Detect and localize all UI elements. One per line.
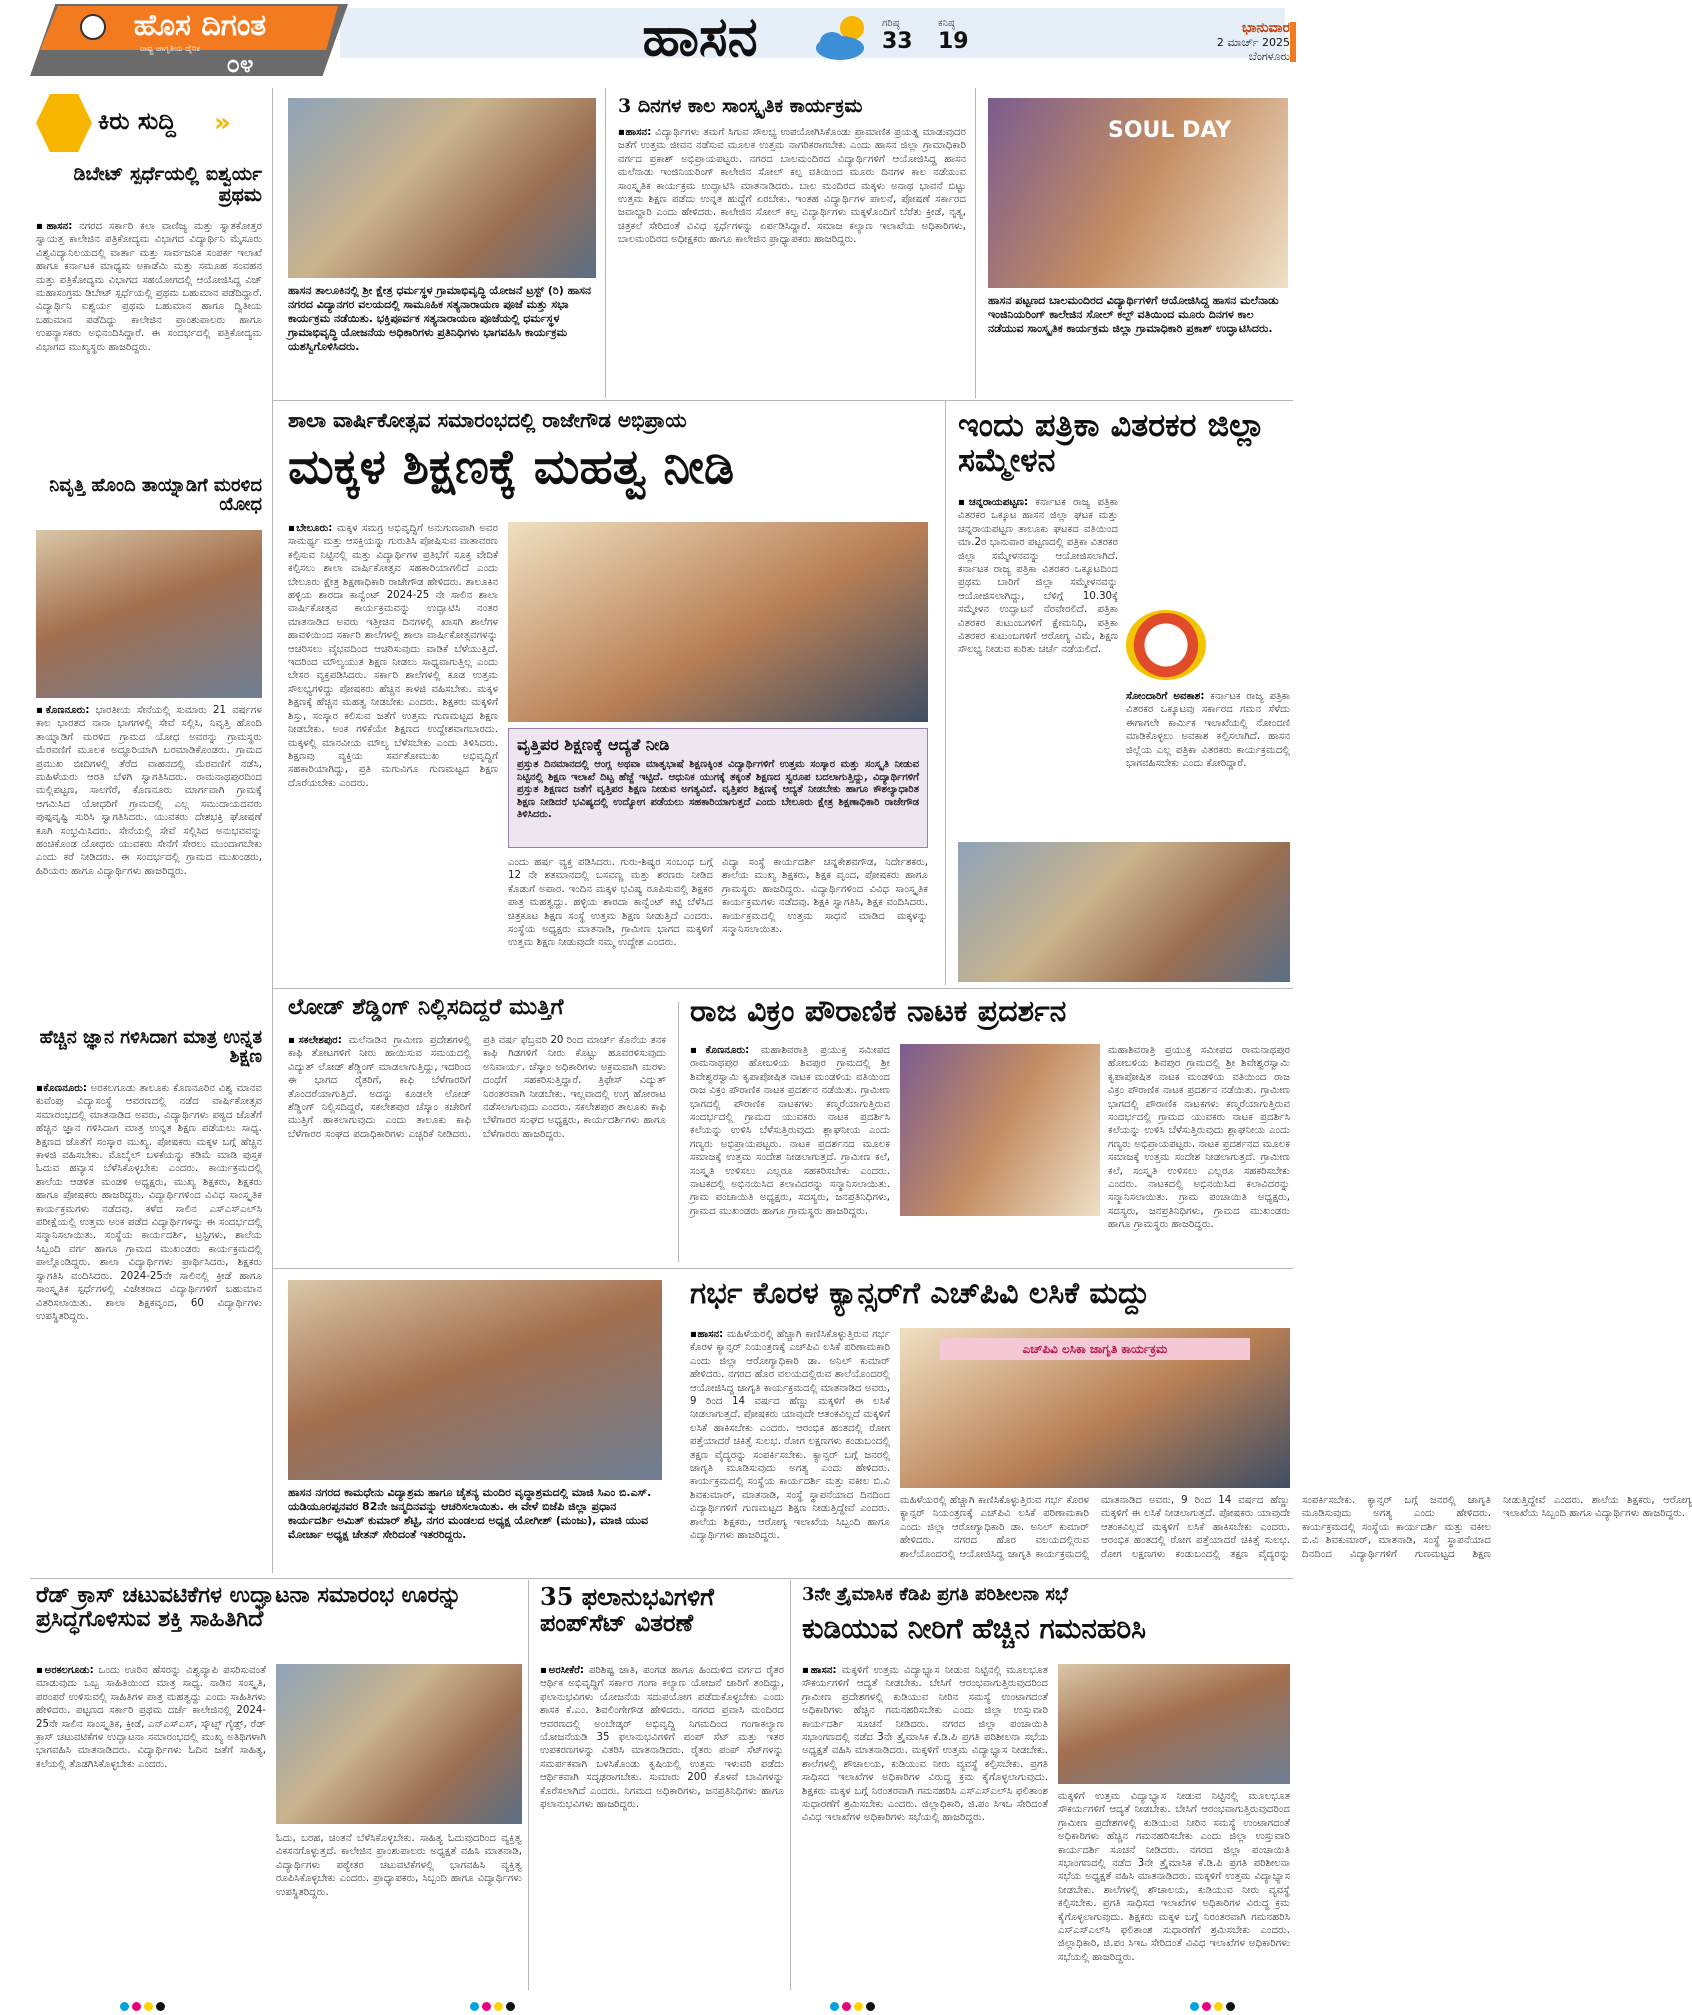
story-debate-title: ಡಿಬೇಟ್ ಸ್ಪರ್ಧೆಯಲ್ಲಿ ಐಶ್ವರ್ಯ ಪ್ರಥಮ <box>73 163 262 206</box>
redcross-headline: ರೆಡ್ ಕ್ರಾಸ್ ಚಟುವಟಿಕೆಗಳ ಉದ್ಘಾಟನಾ ಸಮಾರಂಭ ಊರನ್ನು ಪ್ರಸಿದ್ಧಗೊಳಿಸುವ ಶಕ್ತಿ ಸಾಹಿತಿಗಿದೆ <box>36 1582 462 1632</box>
dateline: ▪ಕೊಣನೂರು: <box>690 1045 750 1056</box>
lead-headline: ಮಕ್ಕಳ ಶಿಕ್ಷಣಕ್ಕೆ ಮಹತ್ವ ನೀಡಿ <box>288 439 735 495</box>
column-rule <box>272 88 273 1573</box>
brand-tagline: ರಾಷ್ಟ್ರ ಜಾಗೃತಿಯ ದೈನಿಕ <box>139 44 201 53</box>
pumpset-headline: 35 ಫಲಾನುಭವಿಗಳಿಗೆ ಪಂಪ್‌ಸೆಟ್ ವಿತರಣೆ <box>540 1582 715 1637</box>
story-knowledge-body <box>36 1082 262 1570</box>
hpv-event-photo <box>900 1328 1290 1488</box>
double-chevron-icon: » <box>214 108 231 138</box>
dateline: ▪ಹಾಸನ: <box>36 221 73 232</box>
story-text: ಅರಕಲಗೂಡು ತಾಲೂಕು ಕೊಣನೂರಿನ ವಿಶ್ವ ಮಾನವ ಕುವೆಂಪು ವಿದ್ಯಾಸಂಸ್ಥೆ ಆವರಣದಲ್ಲಿ ನಡೆದ ವಾರ್ಷಿಕೋತ್ಸವ ಸಮಾರಂಭದಲ್ಲಿ ಮಾತನಾಡಿದ ಅವರು, ವಿದ್ಯಾರ್ಥಿಗಳು ಪಠ್ಯದ ಜೊತೆಗೆ ಹೆಚ್ಚಿನ ಜ್ಞಾನ ಗಳಿಸಿದಾಗ ಮಾತ್ರ ಉನ್ನತ ಶಿಕ್ಷಣ ಪಡೆಯಲು ಸಾಧ್ಯ. ಶಿಕ್ಷಣದ ಜೊತೆಗೆ ಸಂಸ್ಕಾರ ಮುಖ್ಯ. ಪೋಷಕರು ಮಕ್ಕಳ ಬಗ್ಗೆ ಹೆಚ್ಚಿನ ಕಾಳಜಿ ವಹಿಸಬೇಕು. ಮೊಬೈಲ್ ಬಳಕೆಯನ್ನು ಕಡಿಮೆ ಮಾಡಿ ಪುಸ್ತಕ ಓದುವ ಹವ್ಯಾಸ ಬೆಳೆಸಿಕೊಳ್ಳಬೇಕು ಎಂದರು. ಕಾರ್ಯಕ್ರಮದಲ್ಲಿ ಶಾಲೆಯ ಆಡಳಿತ ಮಂಡಳಿ ಅಧ್ಯಕ್ಷರು, ಮುಖ್ಯ ಶಿಕ್ಷಕರು, ಶಿಕ್ಷಕರು ಹಾಗೂ ಪೋಷಕರು ಹಾಜರಿದ್ದರು. ವಿದ್ಯಾರ್ಥಿಗಳಿಂದ ವಿವಿಧ ಸಾಂಸ್ಕೃತಿಕ ಕಾರ್ಯಕ್ರಮಗಳು ನಡೆದವು. ಕಳೆದ ಸಾಲಿನ ಎಸ್‌ಎಸ್‌ಎಲ್‌ಸಿ ಪರೀಕ್ಷೆಯಲ್ಲಿ ಉತ್ತಮ ಅಂಕ ಪಡೆದ ವಿದ್ಯಾರ್ಥಿಗಳನ್ನು ಈ ಸಂದರ್ಭದಲ್ಲಿ ಸನ್ಮಾನಿಸಲಾಯಿತು. ಸಂಸ್ಥೆಯ ಕಾರ್ಯದರ್ಶಿ, ಟ್ರಸ್ಟಿಗಳು, ಶಾಲೆಯ ಸಿಬ್ಬಂದಿ ವರ್ಗ ಹಾಗೂ ಗ್ರಾಮದ ಮುಖಂಡರು ಕಾರ್ಯಕ್ರಮದಲ್ಲಿ ಪಾಲ್ಗೊಂಡಿದ್ದರು. ಶಾಲಾ ವಿದ್ಯಾರ್ಥಿಗಳು ಪ್ರಾರ್ಥಿಸಿದರು, ಶಿಕ್ಷಕರು ಸ್ವಾಗತಿಸಿ ವಂದಿಸಿದರು. 2024-25ನೇ ಸಾಲಿನಲ್ಲಿ ಕ್ರೀಡೆ ಹಾಗೂ ಸಾಂಸ್ಕೃತಿಕ ಸ್ಪರ್ಧೆಗಳಲ್ಲಿ ವಿಜೇತರಾದ ವಿದ್ಯಾರ್ಥಿಗಳಿಗೆ ಬಹುಮಾನ ವಿತರಿಸಲಾಯಿತು. ಶಾಲಾ ಶಿಕ್ಷಕವೃಂದ, 60 ವಿದ್ಯಾರ್ಥಿಗಳು ಉಪಸ್ಥಿತರಿದ್ದರು. <box>36 1083 262 1322</box>
story-text: ಕರ್ನಾಟಕ ರಾಜ್ಯ ಪತ್ರಿಕಾ ವಿತರಕರ ಒಕ್ಕೂಟವು ಸರ್ಕಾರದ ಗಮನ ಸೆಳೆದು ಈಗಾಗಲೇ ಕಾರ್ಮಿಕ ಇಲಾಖೆಯಲ್ಲಿ ನೋಂದಣಿ ಮಾಡಿಕೊಳ್ಳಲು ಅವಕಾಶ ಕಲ್ಪಿಸಲಾಗಿದೆ. ಹಾಸನ ಜಿಲ್ಲೆಯ ಎಲ್ಲ ಪತ್ರಿಕಾ ವಿತರಕರು ಕಾರ್ಯಕ್ರಮದಲ್ಲಿ ಭಾಗವಹಿಸಬೇಕು ಎಂದು ಕೋರಿದ್ದಾರೆ. <box>1126 691 1290 770</box>
column-rule <box>945 400 946 985</box>
story-text: ನಗರದ ಸರ್ಕಾರಿ ಕಲಾ ವಾಣಿಜ್ಯ ಮತ್ತು ಸ್ನಾತಕೋತ್ತರ ಸ್ವಾಯತ್ತ ಕಾಲೇಜಿನ ಪತ್ರಿಕೋದ್ಯಮ ವಿಭಾಗದ ವಿದ್ಯಾರ್ಥಿನಿ ಮೈಸೂರು ವಿಶ್ವವಿದ್ಯಾನಿಲಯದಲ್ಲಿ ವಾರ್ತಾ ಮತ್ತು ಸಾರ್ವಜನಿಕ ಸಂಪರ್ಕ ಇಲಾಖೆ ಹಾಗೂ ಕರ್ನಾಟಕ ಮಾಧ್ಯಮ ಅಕಾಡೆಮಿ ಮತ್ತು ಸಮೂಹ ಸಂವಹನ ಮತ್ತು ಪತ್ರಿಕೋದ್ಯಮ ವಿಭಾಗದ ಸಹಯೋಗದಲ್ಲಿ ಆಯೋಜಿಸಿದ್ದ ವಿಜ್ ಮಹಾಸಂಗ್ರಮ ಡಿಬೇಟ್ ಸ್ಪರ್ಧೆಯಲ್ಲಿ ಪ್ರಥಮ ಬಹುಮಾನ ಪಡೆದಿದ್ದಾರೆ. ವಿದ್ಯಾರ್ಥಿನಿ ಐಶ್ವರ್ಯ ಪ್ರಥಮ ಬಹುಮಾನ ಹಾಗೂ ದ್ವಿತೀಯ ಬಹುಮಾನ ಪಡೆದಿದ್ದು ಕಾಲೇಜಿನ ಪ್ರಾಂಶುಪಾಲರು ಹಾಗೂ ಉಪನ್ಯಾಸಕರು ಅಭಿನಂದಿಸಿದ್ದಾರೆ. ಈ ಸಂದರ್ಭದಲ್ಲಿ ಪತ್ರಿಕೋದ್ಯಮ ವಿಭಾಗದ ಮುಖ್ಯಸ್ಥರು ಹಾಜರಿದ್ದರು. <box>36 221 262 353</box>
story-text: ಮಹಿಳೆಯರಲ್ಲಿ ಹೆಚ್ಚಾಗಿ ಕಾಣಿಸಿಕೊಳ್ಳುತ್ತಿರುವ ಗರ್ಭ ಕೊರಳ ಕ್ಯಾನ್ಸರ್ ನಿಯಂತ್ರಣಕ್ಕೆ ಎಚ್‌ಪಿವಿ ಲಸಿಕೆ ಪರಿಣಾಮಕಾರಿ ಎಂದು ಜಿಲ್ಲಾ ಆರೋಗ್ಯಾಧಿಕಾರಿ ಡಾ. ಅನಿಲ್ ಕುಮಾರ್ ಹೇಳಿದರು. ನಗರದ ಹೊರ ವಲಯದಲ್ಲಿರುವ ಶಾಲೆಯೊಂದರಲ್ಲಿ ಆಯೋಜಿಸಿದ್ದ ಜಾಗೃತಿ ಕಾರ್ಯಕ್ರಮದಲ್ಲಿ ಮಾತನಾಡಿದ ಅವರು, 9 ರಿಂದ 14 ವರ್ಷದ ಹೆಣ್ಣು ಮಕ್ಕಳಿಗೆ ಈ ಲಸಿಕೆ ನೀಡಲಾಗುತ್ತದೆ. ಪೋಷಕರು ಯಾವುದೇ ಆತಂಕವಿಲ್ಲದೆ ಮಕ್ಕಳಿಗೆ ಲಸಿಕೆ ಹಾಕಿಸಬೇಕು ಎಂದರು. ಆರಂಭಿಕ ಹಂತದಲ್ಲಿ ರೋಗ ಪತ್ತೆಯಾದರೆ ಚಿಕಿತ್ಸೆ ಸುಲಭ. ರೋಗ ಲಕ್ಷಣಗಳು ಕಂಡುಬಂದಲ್ಲಿ ತಕ್ಷಣ ವೈದ್ಯರನ್ನು ಸಂಪರ್ಕಿಸಬೇಕು. ಕ್ಯಾನ್ಸರ್ ಬಗ್ಗೆ ಜನರಲ್ಲಿ ಜಾಗೃತಿ ಮೂಡಿಸುವುದು ಅಗತ್ಯ ಎಂದು ಹೇಳಿದರು. ಕಾರ್ಯಕ್ರಮದಲ್ಲಿ ಸಂಸ್ಥೆಯ ಕಾರ್ಯದರ್ಶಿ ಮತ್ತು ವಕೀಲ ಬಿ.ವಿ ಶಿವಕುಮಾರ್, ಮಾತನಾಡಿ, ಸಂಸ್ಥೆ ಸ್ಥಾಪನೆಯಾದ ದಿನದಿಂದ ವಿದ್ಯಾರ್ಥಿಗಳಿಗೆ ಗುಣಮಟ್ಟದ ಶಿಕ್ಷಣ ನೀಡುತ್ತಿದ್ದೇವೆ ಎಂದರು. ಶಾಲೆಯ ಶಿಕ್ಷಕರು, ಆರೋಗ್ಯ ಇಲಾಖೆಯ ಸಿಬ್ಬಂದಿ ಹಾಗೂ ವಿದ್ಯಾರ್ಥಿಗಳು ಹಾಜರಿದ್ದರು. <box>690 1329 890 1542</box>
story-soldier-body <box>36 704 262 1020</box>
page-number: ೦೪ <box>226 50 254 78</box>
culture-story-body <box>618 126 966 394</box>
date-block <box>1140 20 1290 80</box>
pumpset-body <box>540 1664 784 1990</box>
story-soldier-title: ನಿವೃತ್ತಿ ಹೊಂದಿ ತಾಯ್ನಾಡಿಗೆ ಮರಳಿದ ಯೋಧ <box>49 475 262 516</box>
row-rule <box>30 1578 1293 1579</box>
story-knowledge-title: ಹೆಚ್ಚಿನ ಜ್ಞಾನ ಗಳಿಸಿದಾಗ ಮಾತ್ರ ಉನ್ನತ ಶಿಕ್ಷಣ <box>39 1027 262 1068</box>
dateline: ▪ಅರಕಲಗೂಡು: <box>36 1665 94 1676</box>
lead-body-col3: ವಿದ್ಯಾ ಸಂಸ್ಥೆ ಕಾರ್ಯದರ್ಶಿ ಚನ್ನಕೇಶವಗೌಡ, ನಿರ್ದೇಶಕರು, ಶಾಲೆಯ ಮುಖ್ಯ ಶಿಕ್ಷಕರು, ಶಿಕ್ಷಕ ವೃಂದ, ಪೋಷಕರು ಹಾಗೂ ಗ್ರಾಮಸ್ಥರು ಹಾಜರಿದ್ದರು. ವಿದ್ಯಾರ್ಥಿಗಳಿಂದ ವಿವಿಧ ಸಾಂಸ್ಕೃತಿಕ ಕಾರ್ಯಕ್ರಮಗಳು ನಡೆದವು. ಶಿಕ್ಷಕಿ ಸ್ವಾಗತಿಸಿ, ಶಿಕ್ಷಕ ವಂದಿಸಿದರು. ಕಾರ್ಯಕ್ರಮದಲ್ಲಿ ಉತ್ತಮ ಸಾಧನೆ ಮಾಡಿದ ಮಕ್ಕಳನ್ನು ಸನ್ಮಾನಿಸಲಾಯಿತು. <box>722 857 928 936</box>
load-shedding-body <box>288 1034 666 1260</box>
hpv-banner: ಎಚ್‌ಪಿವಿ ಲಸಿಕಾ ಜಾಗೃತಿ ಕಾರ್ಯಕ್ರಮ <box>940 1338 1250 1360</box>
distributors-sub-body <box>1126 690 1290 836</box>
row-rule <box>273 988 1293 989</box>
city-title: ಹಾಸನ <box>642 4 758 68</box>
birthday-celebration-caption: ಹಾಸನ ನಗರದ ಕಾಮಧೇನು ವಿದ್ಯಾಶ್ರಮ ಹಾಗೂ ಚೈತನ್ಯ ಮಂದಿರ ವೃದ್ಧಾಶ್ರಮದಲ್ಲಿ ಮಾಜಿ ಸಿಎಂ ಬಿ.ಎಸ್. ಯಡಿಯೂರಪ್ಪನವರ 82ನೇ ಜನ್ಮದಿನವನ್ನು ಆಚರಿಸಲಾಯಿತು. ಈ ವೇಳೆ ಬಿಜೆಪಿ ಜಿಲ್ಲಾ ಪ್ರಧಾನ ಕಾರ್ಯದರ್ಶಿ ಅಮಿತ್ ಕುಮಾರ್ ಶೆಟ್ಟಿ, ನಗರ ಮಂಡಲದ ಅಧ್ಯಕ್ಷ ಯೋಗೀಶ್ (ಮಂಜು), ಮಾಜಿ ಯುವ ಮೋರ್ಚಾ ಅಧ್ಯಕ್ಷ ಚೇತನ್ ಸೇರಿದಂತೆ ಇತರರಿದ್ದರು. <box>288 1486 652 1541</box>
story-text: ವಿದ್ಯಾರ್ಥಿಗಳು ತಮಗೆ ಸಿಗುವ ಸೌಲಭ್ಯ ಉಪಯೋಗಿಸಿಕೊಂಡು ಪ್ರಾಮಾಣಿಕ ಪ್ರಯತ್ನ ಮಾಡುವುದರ ಜತೆಗೆ ಉತ್ತಮ ಜೀವನ ನಡೆಸುವ ಮೂಲಕ ಉತ್ತಮ ನಾಗರಿಕರಾಗಬೇಕು ಎಂದು ಹಾಸನ ಜಿಲ್ಲಾ ಗ್ರಾಮಾಧಿಕಾರಿ ವರ್ಗದ ಪ್ರಕಾಶ್ ಅಭಿಪ್ರಾಯಪಟ್ಟರು. ನಗರದ ಬಾಲಮಂದಿರದ ವಿದ್ಯಾರ್ಥಿಗಳಿಗೆ ಆಯೋಜಿಸಿದ್ದ ಹಾಸನ ಮಲೆನಾಡು ಇಂಜಿನಿಯರಿಂಗ್ ಕಾಲೇಜಿನ ಸೋಲ್ ಕಲ್ಪ ವತಿಯಿಂದ ಮೂರು ದಿನಗಳ ಕಾಲ ನಡೆಯುವ ಸಾಂಸ್ಕೃತಿಕ ಕಾರ್ಯಕ್ರಮ ಉದ್ಘಾಟಿಸಿ ಮಾತನಾಡಿದರು. ಬಾಲ ಮಂದಿರದ ಮಕ್ಕಳು ಅನಾಥ ಭಾವನೆ ಬಿಟ್ಟು ಉತ್ತಮ ಶಿಕ್ಷಣ ಪಡೆದು ಉನ್ನತ ಹುದ್ದೆಗೆ ಏರಬೇಕು. ಇಂತಹ ವಿದ್ಯಾರ್ಥಿಗಳ ಪಾಲನೆ, ಪೋಷಣೆ ಸರ್ಕಾರದ ಜವಾಬ್ದಾರಿ ಎಂದು ಹೇಳಿದರು. ಕಾಲೇಜಿನ ಸೋಲ್ ಕಲ್ಪ ವಿದ್ಯಾರ್ಥಿಗಳು ಮಕ್ಕಳೊಂದಿಗೆ ಬೆರೆತು ಕ್ರೀಡೆ, ನೃತ್ಯ, ಚಿತ್ರಕಲೆ ಸೇರಿದಂತೆ ವಿವಿಧ ಸ್ಪರ್ಧೆಗಳನ್ನು ಏರ್ಪಡಿಸಿದ್ದಾರೆ. ಸಮಾಜ ಕಲ್ಯಾಣ ಇಲಾಖೆಯ ಅಧಿಕಾರಿಗಳು, ಬಾಲಮಂದಿರದ ಅಧೀಕ್ಷಕರು ಹಾಗೂ ಕಾಲೇಜಿನ ಪ್ರಾಧ್ಯಾಪಕರು ಹಾಜರಿದ್ದರು. <box>618 127 966 246</box>
box-title: ವೃತ್ತಿಪರ ಶಿಕ್ಷಣಕ್ಕೆ ಆದ್ಯತೆ ನೀಡಿ <box>517 735 670 754</box>
kdp-meeting-photo <box>1058 1664 1290 1784</box>
hpv-headline: ಗರ್ಭ ಕೊರಳ ಕ್ಯಾನ್ಸರ್‌ಗೆ ಎಚ್‌ಪಿವಿ ಲಸಿಕೆ ಮದ್ದು <box>690 1276 1150 1311</box>
story-text: ಭಾರತೀಯ ಸೇನೆಯಲ್ಲಿ ಸುಮಾರು 21 ವರ್ಷಗಳ ಕಾಲ ಭಾರತದ ನಾನಾ ಭಾಗಗಳಲ್ಲಿ ಸೇವೆ ಸಲ್ಲಿಸಿ, ನಿವೃತ್ತಿ ಹೊಂದಿ ತಾಯ್ನಾಡಿಗೆ ಮರಳಿದ ಗ್ರಾಮದ ಯೋಧ ಅವರನ್ನು ಗ್ರಾಮಸ್ಥರು ಮೆರವಣಿಗೆ ಮೂಲಕ ಅದ್ದೂರಿಯಾಗಿ ಬರಮಾಡಿಕೊಂಡರು. ಗ್ರಾಮದ ಪ್ರಮುಖ ಬೀದಿಗಳಲ್ಲಿ ತೆರೆದ ವಾಹನದಲ್ಲಿ ಮೆರವಣಿಗೆ ನಡೆಸಿ, ಮಹಿಳೆಯರು ಆರತಿ ಬೆಳಗಿ ಸ್ವಾಗತಿಸಿದರು. ರಾಮನಾಥಪುರದಿಂದ ಮಲ್ಲಿಪಟ್ಟಣ, ಸಾಲಗೆರೆ, ಕೊಣನೂರು ಮಾರ್ಗವಾಗಿ ಗ್ರಾಮಕ್ಕೆ ಆಗಮಿಸಿದ ಯೋಧರಿಗೆ ಗ್ರಾಮದಲ್ಲಿ ಎಲ್ಲ ಸಮುದಾಯದವರು ಪುಷ್ಪವೃಷ್ಟಿ ಸುರಿಸಿ ಸ್ವಾಗತಿಸಿದರು. ಯುವಕರು ದೇಶಭಕ್ತಿ ಘೋಷಣೆ ಕೂಗಿ ಸಂಭ್ರಮಿಸಿದರು. ಸೇನೆಯಲ್ಲಿ ಸೇವೆ ಸಲ್ಲಿಸಿದ ಅನುಭವವನ್ನು ಹಂಚಿಕೊಂಡ ಯೋಧರು ಯುವಕರು ಸೇನೆಗೆ ಸೇರಲು ಮುಂದಾಗಬೇಕು ಎಂದು ಕರೆ ನೀಡಿದರು. ಈ ಸಂದರ್ಭದಲ್ಲಿ ಗ್ರಾಮದ ಮುಖಂಡರು, ಹಿರಿಯರು ಹಾಗೂ ವಿದ್ಯಾರ್ಥಿಗಳು ಹಾಜರಿದ್ದರು. <box>36 705 262 877</box>
column-rule <box>678 1002 679 1262</box>
dateline: ▪ಹಾಸನ: <box>802 1665 837 1676</box>
kdp-kicker: 3ನೇ ತ್ರೈಮಾಸಿಕ ಕೆಡಿಪಿ ಪ್ರಗತಿ ಪರಿಶೀಲನಾ ಸಭೆ <box>802 1584 1068 1605</box>
dateline: ▪ಕೊಣನೂರು: <box>36 705 90 716</box>
culture-story-title: 3 ದಿನಗಳ ಕಾಲ ಸಾಂಸ್ಕೃತಿಕ ಕಾರ್ಯಕ್ರಮ <box>618 95 863 117</box>
drama-body <box>690 1044 890 1260</box>
min-temp-block <box>938 18 988 68</box>
newspaper-distributor-photo <box>958 842 1290 982</box>
subhead: ಸೋಂದಾರಿಗೆ ಅವಕಾಶ: <box>1126 691 1205 702</box>
story-text: ಕರ್ನಾಟಕ ರಾಜ್ಯ ಪತ್ರಿಕಾ ವಿತರಕರ ಒಕ್ಕೂಟ ಹಾಸನ ಜಿಲ್ಲಾ ಘಟಕ ಮತ್ತು ಚನ್ನರಾಯಪಟ್ಟಣ ತಾಲೂಕು ಘಟಕದ ವತಿಯಿಂದ ಮಾ.2ರ ಭಾನುವಾರ ಪಟ್ಟಣದಲ್ಲಿ ಪತ್ರಿಕಾ ವಿತರಕರ ಜಿಲ್ಲಾ ಸಮ್ಮೇಳನವನ್ನು ಆಯೋಜಿಸಲಾಗಿದೆ. ಕರ್ನಾಟಕ ರಾಜ್ಯ ಪತ್ರಿಕಾ ವಿತರಕರ ಒಕ್ಕೂಟದಿಂದ ಪ್ರಥಮ ಬಾರಿಗೆ ಜಿಲ್ಲಾ ಸಮ್ಮೇಳನವನ್ನು ಆಯೋಜಿಸಲಾಗಿದ್ದು, ಬೆಳಿಗ್ಗೆ 10.30ಕ್ಕೆ ಸಮ್ಮೇಳನ ಉದ್ಘಾಟನೆ ನೆರವೇರಲಿದೆ. ಪತ್ರಿಕಾ ವಿತರಕರ ಕುಟುಂಬಗಳಿಗೆ ಕ್ಷೇಮನಿಧಿ, ಪತ್ರಿಕಾ ವಿತರಕರ ಕುಟುಂಬಗಳಿಗೆ ಆರೋಗ್ಯ ವಿಮೆ, ಶಿಕ್ಷಣ ಸೌಲಭ್ಯ ನೀಡುವ ಕುರಿತು ಚರ್ಚೆ ನಡೆಯಲಿದೆ. <box>958 497 1118 656</box>
dateline: ▪ಬೇಲೂರು: <box>288 523 333 534</box>
color-registration-marks <box>1190 1996 1238 2006</box>
drama-stage-photo <box>900 1044 1100 1216</box>
column-rule <box>528 1580 529 1990</box>
story-text: ಮಕ್ಕಳಿಗೆ ಉತ್ತಮ ವಿದ್ಯಾಭ್ಯಾಸ ನೀಡುವ ನಿಟ್ಟಿನಲ್ಲಿ ಮೂಲಭೂತ ಸೌಕರ್ಯಗಳಿಗೆ ಆದ್ಯತೆ ನೀಡಬೇಕು. ಬೇಸಿಗೆ ಆರಂಭವಾಗುತ್ತಿರುವುದರಿಂದ ಗ್ರಾಮೀಣ ಪ್ರದೇಶಗಳಲ್ಲಿ ಕುಡಿಯುವ ನೀರಿನ ಸಮಸ್ಯೆ ಉಂಟಾಗದಂತೆ ಅಧಿಕಾರಿಗಳು ಹೆಚ್ಚಿನ ಗಮನಹರಿಸಬೇಕು ಎಂದು ಜಿಲ್ಲಾ ಉಸ್ತುವಾರಿ ಕಾರ್ಯದರ್ಶಿ ಸೂಚನೆ ನೀಡಿದರು. ನಗರದ ಜಿಲ್ಲಾ ಪಂಚಾಯಿತಿ ಸಭಾಂಗಣದಲ್ಲಿ ನಡೆದ 3ನೇ ತ್ರೈಮಾಸಿಕ ಕೆ.ಡಿ.ಪಿ ಪ್ರಗತಿ ಪರಿಶೀಲನಾ ಸಭೆಯ ಅಧ್ಯಕ್ಷತೆ ವಹಿಸಿ ಮಾತನಾಡಿದರು. ಮಕ್ಕಳಿಗೆ ಉತ್ತಮ ವಿದ್ಯಾಭ್ಯಾಸ ನೀಡಬೇಕು. ಶಾಲೆಗಳಲ್ಲಿ ಶೌಚಾಲಯ, ಕುಡಿಯುವ ನೀರು ವ್ಯವಸ್ಥೆ ಕಲ್ಪಿಸಬೇಕು. ಪ್ರಗತಿ ಸಾಧಿಸದ ಇಲಾಖೆಗಳ ಅಧಿಕಾರಿಗಳ ವಿರುದ್ಧ ಕ್ರಮ ಕೈಗೊಳ್ಳಲಾಗುವುದು. ಶಿಕ್ಷಕರು ಮಕ್ಕಳ ಬಗ್ಗೆ ನಿರಂತರವಾಗಿ ಗಮನಹರಿಸಿ ಎಸ್‌ಎಸ್‌ಎಲ್‌ಸಿ ಫಲಿತಾಂಶ ಸುಧಾರಣೆಗೆ ಶ್ರಮಿಸಬೇಕು ಎಂದರು. ಜಿಲ್ಲಾಧಿಕಾರಿ, ಜಿ.ಪಂ ಸಿಇಒ ಸೇರಿದಂತೆ ವಿವಿಧ ಇಲಾಖೆಗಳ ಅಧಿಕಾರಿಗಳು ಸಭೆಯಲ್ಲಿ ಹಾಜರಿದ್ದರು. <box>802 1665 1048 1824</box>
min-temp-label: ಕನಿಷ್ಠ <box>938 18 955 29</box>
dateline: ▪ಅರಸೀಕೆರೆ: <box>540 1665 584 1676</box>
column-rule <box>975 88 976 398</box>
day-label: ಭಾನುವಾರ <box>1241 20 1290 36</box>
redcross-photo <box>276 1664 522 1824</box>
dateline: ▪ಸಕಲೇಶಪುರ: <box>288 1035 342 1046</box>
box-body: ಪ್ರಸ್ತುತ ದಿನಮಾನದಲ್ಲಿ ಆಂಗ್ಲ ಅಥವಾ ಮಾತೃಭಾಷೆ ಶಿಕ್ಷಣಕ್ಕಿಂತ ವಿದ್ಯಾರ್ಥಿಗಳಿಗೆ ಉತ್ತಮ ಸಂಸ್ಕಾರ ಮತ್ತು ಸಂಸ್ಕೃತಿ ನೀಡುವ ನಿಟ್ಟಿನಲ್ಲಿ ಶಿಕ್ಷಣ ಇಲಾಖೆ ದಿಟ್ಟ ಹೆಜ್ಜೆ ಇಟ್ಟಿದೆ. ಆಧುನಿಕ ಯುಗಕ್ಕೆ ತಕ್ಕಂತೆ ಶಿಕ್ಷಣದ ಸ್ವರೂಪ ಬದಲಾಗುತ್ತಿದ್ದು, ವಿದ್ಯಾರ್ಥಿಗಳಿಗೆ ಪ್ರಸ್ತುತ ಶಿಕ್ಷಣದ ಜತೆಗೆ ವೃತ್ತಿಪರ ಶಿಕ್ಷಣ ನೀಡುವ ಅಗತ್ಯವಿದೆ. ವೃತ್ತಿಪರ ಶಿಕ್ಷಣಕ್ಕೆ ಆದ್ಯತೆ ನೀಡಬೇಕು ಹಾಗೂ ಕೌಶಲ್ಯಾಧಾರಿತ ಶಿಕ್ಷಣ ನೀಡಿದರೆ ಭವಿಷ್ಯದಲ್ಲಿ ಉದ್ಯೋಗ ಪಡೆಯಲು ಸಹಕಾರಿಯಾಗುತ್ತದೆ ಎಂದು ಬೇಲೂರು ಕ್ಷೇತ್ರ ಶಿಕ್ಷಣಾಧಿಕಾರಿ ರಾಜೇಗೌಡ ತಿಳಿಸಿದರು. <box>517 759 919 820</box>
story-text: ಮಹಾಶಿವರಾತ್ರಿ ಪ್ರಯುಕ್ತ ಸಮೀಪದ ರಾಮನಾಥಪುರ ಹೋಬಳಿಯ ಶಿವಪುರ ಗ್ರಾಮದಲ್ಲಿ ಶ್ರೀ ಶಿವೇಶ್ವರಸ್ವಾಮಿ ಕೃಪಾಪೋಷಿತ ನಾಟಕ ಮಂಡಳಿಯ ವತಿಯಿಂದ ರಾಜ ವಿಕ್ರಂ ಪೌರಾಣಿಕ ನಾಟಕ ಪ್ರದರ್ಶನ ನಡೆಯಿತು. ಗ್ರಾಮೀಣ ಭಾಗದಲ್ಲಿ ಪೌರಾಣಿಕ ನಾಟಕಗಳು ಕಣ್ಮರೆಯಾಗುತ್ತಿರುವ ಸಂದರ್ಭದಲ್ಲಿ ಗ್ರಾಮದ ಯುವಕರು ನಾಟಕ ಪ್ರದರ್ಶಿಸಿ ಕಲೆಯನ್ನು ಉಳಿಸಿ ಬೆಳೆಸುತ್ತಿರುವುದು ಶ್ಲಾಘನೀಯ ಎಂದು ಗಣ್ಯರು ಅಭಿಪ್ರಾಯಪಟ್ಟರು. ನಾಟಕ ಪ್ರದರ್ಶನದ ಮೂಲಕ ಸಮಾಜಕ್ಕೆ ಉತ್ತಮ ಸಂದೇಶ ನೀಡಲಾಗುತ್ತದೆ. ಗ್ರಾಮೀಣ ಕಲೆ, ಸಂಸ್ಕೃತಿ ಉಳಿಸಲು ಎಲ್ಲರೂ ಸಹಕರಿಸಬೇಕು ಎಂದರು. ನಾಟಕದಲ್ಲಿ ಅಭಿನಯಿಸಿದ ಕಲಾವಿದರನ್ನು ಸನ್ಮಾನಿಸಲಾಯಿತು. ಗ್ರಾಮ ಪಂಚಾಯಿತಿ ಅಧ್ಯಕ್ಷರು, ಸದಸ್ಯರು, ಜನಪ್ರತಿನಿಧಿಗಳು, ಗ್ರಾಮದ ಮುಖಂಡರು ಹಾಗೂ ಗ್ರಾಮಸ್ಥರು ಹಾಜರಿದ್ದರು. <box>690 1045 890 1217</box>
color-registration-marks <box>470 1996 518 2006</box>
masthead <box>0 0 1333 88</box>
dateline: ▪ಚನ್ನರಾಯಪಟ್ಟಣ: <box>958 497 1029 508</box>
sammelana-logo-icon <box>1126 610 1206 680</box>
drama-body-2: ಮಹಾಶಿವರಾತ್ರಿ ಪ್ರಯುಕ್ತ ಸಮೀಪದ ರಾಮನಾಥಪುರ ಹೋಬಳಿಯ ಶಿವಪುರ ಗ್ರಾಮದಲ್ಲಿ ಶ್ರೀ ಶಿವೇಶ್ವರಸ್ವಾಮಿ ಕೃಪಾಪೋಷಿತ ನಾಟಕ ಮಂಡಳಿಯ ವತಿಯಿಂದ ರಾಜ ವಿಕ್ರಂ ಪೌರಾಣಿಕ ನಾಟಕ ಪ್ರದರ್ಶನ ನಡೆಯಿತು. ಗ್ರಾಮೀಣ ಭಾಗದಲ್ಲಿ ಪೌರಾಣಿಕ ನಾಟಕಗಳು ಕಣ್ಮರೆಯಾಗುತ್ತಿರುವ ಸಂದರ್ಭದಲ್ಲಿ ಗ್ರಾಮದ ಯುವಕರು ನಾಟಕ ಪ್ರದರ್ಶಿಸಿ ಕಲೆಯನ್ನು ಉಳಿಸಿ ಬೆಳೆಸುತ್ತಿರುವುದು ಶ್ಲಾಘನೀಯ ಎಂದು ಗಣ್ಯರು ಅಭಿಪ್ರಾಯಪಟ್ಟರು. ನಾಟಕ ಪ್ರದರ್ಶನದ ಮೂಲಕ ಸಮಾಜಕ್ಕೆ ಉತ್ತಮ ಸಂದೇಶ ನೀಡಲಾಗುತ್ತದೆ. ಗ್ರಾಮೀಣ ಕಲೆ, ಸಂಸ್ಕೃತಿ ಉಳಿಸಲು ಎಲ್ಲರೂ ಸಹಕರಿಸಬೇಕು ಎಂದರು. ನಾಟಕದಲ್ಲಿ ಅಭಿನಯಿಸಿದ ಕಲಾವಿದರನ್ನು ಸನ್ಮಾನಿಸಲಾಯಿತು. ಗ್ರಾಮ ಪಂಚಾಯಿತಿ ಅಧ್ಯಕ್ಷರು, ಸದಸ್ಯರು, ಜನಪ್ರತಿನಿಧಿಗಳು, ಗ್ರಾಮದ ಮುಖಂಡರು ಹಾಗೂ ಗ್ರಾಮಸ್ಥರು ಹಾಜರಿದ್ದರು. <box>1108 1045 1290 1231</box>
pooja-event-photo <box>288 98 596 278</box>
weather-sun-cloud-icon <box>812 10 876 64</box>
story-text: ಮಕ್ಕಳ ಸಮಗ್ರ ಅಭಿವೃದ್ಧಿಗೆ ಅನುಗುಣವಾಗಿ ಅವರ ಸಾಮರ್ಥ್ಯ ಮತ್ತು ಆಸಕ್ತಿಯನ್ನು ಗುರುತಿಸಿ ಪೋಷಿಸುವ ವಾತಾವರಣ ಕಲ್ಪಿಸುವ ನಿಟ್ಟಿನಲ್ಲಿ ಮತ್ತು ವಿದ್ಯಾರ್ಥಿಗಳ ಪ್ರತಿಭೆಗೆ ಸೂಕ್ತ ವೇದಿಕೆ ಕಲ್ಪಿಸಲು ಶಾಲಾ ವಾರ್ಷಿಕೋತ್ಸವ ಸಹಕಾರಿಯಾಗಲಿದೆ ಎಂದು ಬೇಲೂರು ಕ್ಷೇತ್ರ ಶಿಕ್ಷಣಾಧಿಕಾರಿ ರಾಜೇಗೌಡ ಹೇಳಿದರು. ತಾಲೂಕಿನ ಹಳ್ಳಿಯ ಶಾರದಾ ಕಾನ್ವೆಂಟ್ 2024-25 ನೇ ಸಾಲಿನ ಶಾಲಾ ವಾರ್ಷಿಕೋತ್ಸವ ಕಾರ್ಯಕ್ರಮವನ್ನು ಉದ್ಘಾಟಿಸಿ ನಂತರ ಮಾತನಾಡಿದ ಅವರು ಇತ್ತೀಚಿನ ದಿನಗಳಲ್ಲಿ ಖಾಸಗಿ ಶಾಲೆಗಳ ಹಾವಳಿಯಿಂದ ಸರ್ಕಾರಿ ಶಾಲೆಗಳಲ್ಲಿ ಶಾಲಾ ವಾರ್ಷಿಕೋತ್ಸವಗಳನ್ನು ಆಚರಿಸಲು ವೈಭವದಿಂದ ಆಚರಿಸುವುದು ವಾಡಿಕೆ ಬೆಳೆಯುತ್ತಿದೆ. ಇದರಿಂದ ಮೌಲ್ಯಯುತ ಶಿಕ್ಷಣ ನೀಡಲು ಸಾಧ್ಯವಾಗುತ್ತಿಲ್ಲ ಎಂದು ಬೇಸರ ವ್ಯಕ್ತಪಡಿಸಿದರು. ಸರ್ಕಾರಿ ಶಾಲೆಗಳಲ್ಲಿ ಕೂಡ ಉತ್ತಮ ಸೌಲಭ್ಯಗಳಿದ್ದು ಪೋಷಕರು ಹೆಚ್ಚಿನ ಕಾಳಜಿ ವಹಿಸಬೇಕು. ಮಕ್ಕಳ ಶಿಕ್ಷಣಕ್ಕೆ ಹೆಚ್ಚಿನ ಮಹತ್ವ ನೀಡಬೇಕು ಎಂದರು. ಶಿಕ್ಷಕರು ಮಕ್ಕಳಿಗೆ ಶಿಸ್ತು, ಸಂಸ್ಕಾರ ಕಲಿಸುವ ಜತೆಗೆ ಉತ್ತಮ ಗುಣಮಟ್ಟದ ಶಿಕ್ಷಣ ನೀಡಬೇಕು. ಅಂಕ ಗಳಿಕೆಯೇ ಶಿಕ್ಷಣದ ಉದ್ದೇಶವಾಗಬಾರದು. ಮಕ್ಕಳಲ್ಲಿ ಮಾನವೀಯ ಮೌಲ್ಯ ಬೆಳೆಸಬೇಕು ಎಂದು ತಿಳಿಸಿದರು. ಶಿಕ್ಷಣವು ವ್ಯಕ್ತಿಯ ಸರ್ವತೋಮುಖ ಅಭಿವೃದ್ಧಿಗೆ ಸಹಕಾರಿಯಾಗಿದ್ದು, ಪ್ರತಿ ಮಗುವಿಗೂ ಗುಣಮಟ್ಟದ ಶಿಕ್ಷಣ ದೊರೆಯಬೇಕು ಎಂದರು. <box>288 523 498 789</box>
kiru-suddi-badge <box>36 94 254 154</box>
soul-day-photo <box>988 98 1288 288</box>
soul-day-caption: ಹಾಸನ ಪಟ್ಟಣದ ಬಾಲಮಂದಿರದ ವಿದ್ಯಾರ್ಥಿಗಳಿಗೆ ಆಯೋಜಿಸಿದ್ದ ಹಾಸನ ಮಲೆನಾಡು ಇಂಜಿನಿಯರಿಂಗ್ ಕಾಲೇಜಿನ ಸೋಲ್ ಕಲ್ಪ್ ವತಿಯಿಂದ ಮೂರು ದಿನಗಳ ಕಾಲ ನಡೆಯುವ ಸಾಂಸ್ಕೃತಿಕ ಕಾರ್ಯಕ್ರಮ ಜಿಲ್ಲಾ ಗ್ರಾಮಾಧಿಕಾರಿ ಪ್ರಕಾಶ್ ಉದ್ಘಾಟಿಸಿದರು. <box>988 294 1279 335</box>
redcross-body <box>36 1664 266 1990</box>
drama-headline: ರಾಜ ವಿಕ್ರಂ ಪೌರಾಣಿಕ ನಾಟಕ ಪ್ರದರ್ಶನ <box>690 994 1067 1029</box>
story-debate-body <box>36 220 262 470</box>
row-rule <box>273 400 1293 401</box>
birthday-celebration-photo <box>288 1280 662 1480</box>
column-rule <box>605 88 606 398</box>
kdp-body-2: ಮಕ್ಕಳಿಗೆ ಉತ್ತಮ ವಿದ್ಯಾಭ್ಯಾಸ ನೀಡುವ ನಿಟ್ಟಿನಲ್ಲಿ ಮೂಲಭೂತ ಸೌಕರ್ಯಗಳಿಗೆ ಆದ್ಯತೆ ನೀಡಬೇಕು. ಬೇಸಿಗೆ ಆರಂಭವಾಗುತ್ತಿರುವುದರಿಂದ ಗ್ರಾಮೀಣ ಪ್ರದೇಶಗಳಲ್ಲಿ ಕುಡಿಯುವ ನೀರಿನ ಸಮಸ್ಯೆ ಉಂಟಾಗದಂತೆ ಅಧಿಕಾರಿಗಳು ಹೆಚ್ಚಿನ ಗಮನಹರಿಸಬೇಕು ಎಂದು ಜಿಲ್ಲಾ ಉಸ್ತುವಾರಿ ಕಾರ್ಯದರ್ಶಿ ಸೂಚನೆ ನೀಡಿದರು. ನಗರದ ಜಿಲ್ಲಾ ಪಂಚಾಯಿತಿ ಸಭಾಂಗಣದಲ್ಲಿ ನಡೆದ 3ನೇ ತ್ರೈಮಾಸಿಕ ಕೆ.ಡಿ.ಪಿ ಪ್ರಗತಿ ಪರಿಶೀಲನಾ ಸಭೆಯ ಅಧ್ಯಕ್ಷತೆ ವಹಿಸಿ ಮಾತನಾಡಿದರು. ಮಕ್ಕಳಿಗೆ ಉತ್ತಮ ವಿದ್ಯಾಭ್ಯಾಸ ನೀಡಬೇಕು. ಶಾಲೆಗಳಲ್ಲಿ ಶೌಚಾಲಯ, ಕುಡಿಯುವ ನೀರು ವ್ಯವಸ್ಥೆ ಕಲ್ಪಿಸಬೇಕು. ಪ್ರಗತಿ ಸಾಧಿಸದ ಇಲಾಖೆಗಳ ಅಧಿಕಾರಿಗಳ ವಿರುದ್ಧ ಕ್ರಮ ಕೈಗೊಳ್ಳಲಾಗುವುದು. ಶಿಕ್ಷಕರು ಮಕ್ಕಳ ಬಗ್ಗೆ ನಿರಂತರವಾಗಿ ಗಮನಹರಿಸಿ ಎಸ್‌ಎಸ್‌ಎಲ್‌ಸಿ ಫಲಿತಾಂಶ ಸುಧಾರಣೆಗೆ ಶ್ರಮಿಸಬೇಕು ಎಂದರು. ಜಿಲ್ಲಾಧಿಕಾರಿ, ಜಿ.ಪಂ ಸಿಇಒ ಸೇರಿದಂತೆ ವಿವಿಧ ಇಲಾಖೆಗಳ ಅಧಿಕಾರಿಗಳು ಸಭೆಯಲ್ಲಿ ಹಾಜರಿದ್ದರು. <box>1058 1791 1290 1963</box>
max-temp-label: ಗರಿಷ್ಠ <box>882 18 900 29</box>
story-text: ಪರಿಶಿಷ್ಟ ಜಾತಿ, ಪಂಗಡ ಹಾಗೂ ಹಿಂದುಳಿದ ವರ್ಗದ ರೈತರ ಆರ್ಥಿಕ ಅಭಿವೃದ್ಧಿಗೆ ಸರ್ಕಾರ ಗಂಗಾ ಕಲ್ಯಾಣ ಯೋಜನೆ ಜಾರಿಗೆ ತಂದಿದ್ದು, ಫಲಾನುಭವಿಗಳು ಯೋಜನೆಯ ಸದುಪಯೋಗ ಪಡೆದುಕೊಳ್ಳಬೇಕು ಎಂದು ಶಾಸಕ ಕೆ.ಎಂ. ಶಿವಲಿಂಗೇಗೌಡ ಹೇಳಿದರು. ನಗರದ ಪ್ರವಾಸಿ ಮಂದಿರದ ಆವರಣದಲ್ಲಿ ಅಂಬೇಡ್ಕರ್ ಅಭಿವೃದ್ಧಿ ನಿಗಮದಿಂದ ಗಂಗಾಕಲ್ಯಾಣ ಯೋಜನೆಯಡಿ 35 ಫಲಾನುಭವಿಗಳಿಗೆ ಪಂಪ್ ಸೆಟ್ ಮತ್ತು ಇತರ ಉಪಕರಣಗಳನ್ನು ವಿತರಿಸಿ ಮಾತನಾಡಿದರು. ರೈತರು ಪಂಪ್ ಸೆಟ್‌ಗಳನ್ನು ಸಮರ್ಪಕವಾಗಿ ಬಳಸಿಕೊಂಡು ಕೃಷಿಯಲ್ಲಿ ಉತ್ತಮ ಇಳುವರಿ ಪಡೆದು ಆರ್ಥಿಕವಾಗಿ ಸದೃಢರಾಗಬೇಕು. ಸುಮಾರು 200 ಕೊಳವೆ ಬಾವಿಗಳನ್ನು ಕೊರೆಸಲಾಗಿದೆ ಎಂದರು. ನಿಗಮದ ಅಧಿಕಾರಿಗಳು, ಜನಪ್ರತಿನಿಧಿಗಳು ಹಾಗೂ ಫಲಾನುಭವಿಗಳು ಹಾಜರಿದ್ದರು. <box>540 1665 784 1811</box>
hpv-body <box>690 1328 890 1572</box>
story-text: ಒಂದು ಊರಿನ ಹೆಸರನ್ನು ವಿಶ್ವವ್ಯಾಪಿ ಪಸರಿಸುವಂತೆ ಮಾಡುವುದು ಒಬ್ಬ ಸಾಹಿತಿಯಿಂದ ಮಾತ್ರ ಸಾಧ್ಯ. ನಾಡಿನ ಸಂಸ್ಕೃತಿ, ಪರಂಪರೆ ಉಳಿಸುವಲ್ಲಿ ಸಾಹಿತಿಗಳ ಪಾತ್ರ ಮಹತ್ವದ್ದು ಎಂದು ಸಾಹಿತಿಗಳು ಹೇಳಿದರು. ಪಟ್ಟಣದ ಸರ್ಕಾರಿ ಪ್ರಥಮ ದರ್ಜೆ ಕಾಲೇಜಿನಲ್ಲಿ 2024-25ನೇ ಸಾಲಿನ ಸಾಂಸ್ಕೃತಿಕ, ಕ್ರೀಡೆ, ಎನ್‌ಎಸ್‌ಎಸ್, ಸ್ಕೌಟ್ಸ್ ಗೈಡ್ಸ್, ರೆಡ್ ಕ್ರಾಸ್ ಚಟುವಟಿಕೆಗಳ ಉದ್ಘಾಟನಾ ಸಮಾರಂಭದಲ್ಲಿ ಮುಖ್ಯ ಅತಿಥಿಗಳಾಗಿ ಭಾಗವಹಿಸಿ ಮಾತನಾಡಿದರು. ವಿದ್ಯಾರ್ಥಿಗಳು ಓದಿನ ಜತೆಗೆ ಸಾಹಿತ್ಯ, ಕಲೆಯಲ್ಲಿ ತೊಡಗಿಸಿಕೊಳ್ಳಬೇಕು ಎಂದರು. <box>36 1665 266 1770</box>
pooja-event-caption: ಹಾಸನ ತಾಲೂಕಿನಲ್ಲಿ ಶ್ರೀ ಕ್ಷೇತ್ರ ಧರ್ಮಸ್ಥಳ ಗ್ರಾಮಾಭಿವೃದ್ಧಿ ಯೋಜನೆ ಟ್ರಸ್ಟ್ (ರಿ) ಹಾಸನ ನಗರದ ವಿದ್ಯಾನಗರ ವಲಯದಲ್ಲಿ ಸಾಮೂಹಿಕ ಸತ್ಯನಾರಾಯಣ ಪೂಜೆ ಮತ್ತು ಸಭಾ ಕಾರ್ಯಕ್ರಮ ನಡೆಯಿತು. ಭಕ್ತಿಪೂರ್ವಕ ಸತ್ಯನಾರಾಯಣ ಪೂಜೆಯಲ್ಲಿ ಧರ್ಮಸ್ಥಳ ಗ್ರಾಮಾಭಿವೃದ್ಧಿ ಯೋಜನೆಯ ಅಧಿಕಾರಿಗಳು ಪ್ರತಿನಿಧಿಗಳು ಭಾಗವಹಿಸಿ ಕಾರ್ಯಕ್ರಮ ಯಶಸ್ವಿಗೊಳಿಸಿದರು. <box>288 284 592 353</box>
dateline: ▪ಹಾಸನ: <box>618 127 652 138</box>
load-shedding-headline: ಲೋಡ್ ಶೆಡ್ಡಿಂಗ್ ನಿಲ್ಲಿಸದಿದ್ದರೆ ಮುತ್ತಿಗೆ <box>288 994 564 1020</box>
lead-group-photo <box>508 522 928 722</box>
lead-body-col1 <box>288 522 498 980</box>
max-temp-block <box>882 18 932 68</box>
date-label: 2 ಮಾರ್ಚ್ 2025 <box>1216 36 1290 49</box>
edge-bar <box>1290 22 1296 62</box>
max-temp-value: 33 <box>882 29 913 54</box>
kdp-headline: ಕುಡಿಯುವ ನೀರಿಗೆ ಹೆಚ್ಚಿನ ಗಮನಹರಿಸಿ <box>802 1612 1147 1645</box>
lead-body-col2: ಎಂದು ಹರ್ಷ ವ್ಯಕ್ತ ಪಡಿಸಿದರು. ಗುರು-ಶಿಷ್ಯರ ಸಂಬಂಧ ಬಗ್ಗೆ 12 ನೇ ಶತಮಾನದಲ್ಲಿ ಬಸವಣ್ಣ ಮತ್ತು ಶರಣರು ನೀಡಿದ ಕೊಡುಗೆ ಅಪಾರ. ಇಂದಿನ ಮಕ್ಕಳ ಭವಿಷ್ಯ ರೂಪಿಸುವಲ್ಲಿ ಶಿಕ್ಷಕರ ಪಾತ್ರ ಮಹತ್ವದ್ದು. ಹಳ್ಳಿಯ ಶಾರದಾ ಕಾನ್ವೆಂಟ್ ಕಟ್ಟಿ ಬೆಳೆಸಿದ ಚಿತ್ರಕೂಟ ಶಿಕ್ಷಣ ಸಂಸ್ಥೆ ಉತ್ತಮ ಶಿಕ್ಷಣ ನೀಡುತ್ತಿದೆ ಎಂದರು. ಸಂಸ್ಥೆಯ ಅಧ್ಯಕ್ಷರು ಮಾತನಾಡಿ, ಗ್ರಾಮೀಣ ಭಾಗದ ಮಕ್ಕಳಿಗೆ ಉತ್ತಮ ಶಿಕ್ಷಣ ನೀಡುವುದೇ ನಮ್ಮ ಉದ್ದೇಶ ಎಂದರು. <box>508 857 713 949</box>
dateline: ▪ಹಾಸನ: <box>690 1329 724 1340</box>
dateline: ▪ಕೊಣನೂರು: <box>36 1083 87 1094</box>
color-registration-marks <box>830 1996 878 2006</box>
column-rule <box>790 1580 791 1990</box>
edition-place: ಬೆಂಗಳೂರು <box>1248 50 1290 63</box>
distributors-headline: ಇಂದು ಪತ್ರಿಕಾ ವಿತರಕರ ಜಿಲ್ಲಾ ಸಮ್ಮೇಳನ <box>958 406 1265 479</box>
color-registration-marks <box>120 1996 168 2006</box>
min-temp-value: 19 <box>938 29 969 54</box>
kdp-body <box>802 1664 1048 1990</box>
soldier-welcome-photo <box>36 530 262 698</box>
story-text: ಮಲೆನಾಡಿನ ಗ್ರಾಮೀಣ ಪ್ರದೇಶಗಳಲ್ಲಿ ಕಾಫಿ ತೋಟಗಳಿಗೆ ನೀರು ಹಾಯಿಸುವ ಸಮಯದಲ್ಲಿ ವಿದ್ಯುತ್ ಲೋಡ್ ಶೆಡ್ಡಿಂಗ್ ಮಾಡಲಾಗುತ್ತಿದ್ದು, ಇದರಿಂದ ಈ ಭಾಗದ ರೈತರಿಗೆ, ಕಾಫಿ ಬೆಳೆಗಾರರಿಗೆ ತೊಂದರೆಯಾಗುತ್ತಿದೆ. ಅದನ್ನು ಕೂಡಲೇ ಲೋಡ್ ಶೆಡ್ಡಿಂಗ್ ನಿಲ್ಲಿಸದಿದ್ದರೆ, ಸಕಲೇಶಪುರ ಚೆಸ್ಕಾಂ ಕಚೇರಿಗೆ ಮುತ್ತಿಗೆ ಹಾಕಲಾಗುವುದು ಎಂದು ತಾಲೂಕು ಕಾಫಿ ಬೆಳೆಗಾರರ ಸಂಘದ ಪದಾಧಿಕಾರಿಗಳು ಎಚ್ಚರಿಕೆ ನೀಡಿದರು. ಪ್ರತಿ ವರ್ಷ ಫೆಬ್ರವರಿ 20 ರಿಂದ ಮಾರ್ಚ್ ಕೊನೆಯ ತನಕ ಕಾಫಿ ಗಿಡಗಳಿಗೆ ನೀರು ಕೊಟ್ಟು ಹೂವರಳಿಸುವುದು ಅನಿವಾರ್ಯ. ಚೆಸ್ಕಾಂ ಅಧಿಕಾರಿಗಳು ಅಕ್ರಮವಾಗಿ ಮರಳು ದಂಧೆಗೆ ಸಹಕರಿಸುತ್ತಿದ್ದಾರೆ. ತ್ರಿಫೇಸ್ ವಿದ್ಯುತ್ ನಿರಂತರವಾಗಿ ನೀಡಬೇಕು. ಇಲ್ಲವಾದಲ್ಲಿ ಉಗ್ರ ಹೋರಾಟ ನಡೆಸಲಾಗುವುದು ಎಂದರು. ಸಕಲೇಶಪುರ ತಾಲೂಕು ಕಾಫಿ ಬೆಳೆಗಾರರ ಸಂಘದ ಅಧ್ಯಕ್ಷರು, ಕಾರ್ಯದರ್ಶಿಗಳು ಹಾಗೂ ಬೆಳೆಗಾರರು ಹಾಜರಿದ್ದರು. <box>288 1035 666 1140</box>
hand-point-icon <box>36 94 92 152</box>
brand-name: ಹೊಸ ದಿಗಂತ <box>133 8 267 43</box>
lead-highlight-box <box>508 728 928 848</box>
distributors-body <box>958 496 1118 836</box>
kiru-suddi-label: ಕಿರು ಸುದ್ದಿ <box>98 104 208 138</box>
hpv-body-2: ಮಹಿಳೆಯರಲ್ಲಿ ಹೆಚ್ಚಾಗಿ ಕಾಣಿಸಿಕೊಳ್ಳುತ್ತಿರುವ ಗರ್ಭ ಕೊರಳ ಕ್ಯಾನ್ಸರ್ ನಿಯಂತ್ರಣಕ್ಕೆ ಎಚ್‌ಪಿವಿ ಲಸಿಕೆ ಪರಿಣಾಮಕಾರಿ ಎಂದು ಜಿಲ್ಲಾ ಆರೋಗ್ಯಾಧಿಕಾರಿ ಡಾ. ಅನಿಲ್ ಕುಮಾರ್ ಹೇಳಿದರು. ನಗರದ ಹೊರ ವಲಯದಲ್ಲಿರುವ ಶಾಲೆಯೊಂದರಲ್ಲಿ ಆಯೋಜಿಸಿದ್ದ ಜಾಗೃತಿ ಕಾರ್ಯಕ್ರಮದಲ್ಲಿ ಮಾತನಾಡಿದ ಅವರು, 9 ರಿಂದ 14 ವರ್ಷದ ಹೆಣ್ಣು ಮಕ್ಕಳಿಗೆ ಈ ಲಸಿಕೆ ನೀಡಲಾಗುತ್ತದೆ. ಪೋಷಕರು ಯಾವುದೇ ಆತಂಕವಿಲ್ಲದೆ ಮಕ್ಕಳಿಗೆ ಲಸಿಕೆ ಹಾಕಿಸಬೇಕು ಎಂದರು. ಆರಂಭಿಕ ಹಂತದಲ್ಲಿ ರೋಗ ಪತ್ತೆಯಾದರೆ ಚಿಕಿತ್ಸೆ ಸುಲಭ. ರೋಗ ಲಕ್ಷಣಗಳು ಕಂಡುಬಂದಲ್ಲಿ ತಕ್ಷಣ ವೈದ್ಯರನ್ನು ಸಂಪರ್ಕಿಸಬೇಕು. ಕ್ಯಾನ್ಸರ್ ಬಗ್ಗೆ ಜನರಲ್ಲಿ ಜಾಗೃತಿ ಮೂಡಿಸುವುದು ಅಗತ್ಯ ಎಂದು ಹೇಳಿದರು. ಕಾರ್ಯಕ್ರಮದಲ್ಲಿ ಸಂಸ್ಥೆಯ ಕಾರ್ಯದರ್ಶಿ ಮತ್ತು ವಕೀಲ ಬಿ.ವಿ ಶಿವಕುಮಾರ್, ಮಾತನಾಡಿ, ಸಂಸ್ಥೆ ಸ್ಥಾಪನೆಯಾದ ದಿನದಿಂದ ವಿದ್ಯಾರ್ಥಿಗಳಿಗೆ ಗುಣಮಟ್ಟದ ಶಿಕ್ಷಣ ನೀಡುತ್ತಿದ್ದೇವೆ ಎಂದರು. ಶಾಲೆಯ ಶಿಕ್ಷಕರು, ಆರೋಗ್ಯ ಇಲಾಖೆಯ ಸಿಬ್ಬಂದಿ ಹಾಗೂ ವಿದ್ಯಾರ್ಥಿಗಳು ಹಾಜರಿದ್ದರು. <box>900 1495 1692 1560</box>
lead-kicker: ಶಾಲಾ ವಾರ್ಷಿಕೋತ್ಸವ ಸಮಾರಂಭದಲ್ಲಿ ರಾಜೇಗೌಡ ಅಭಿಪ್ರಾಯ <box>288 408 687 432</box>
redcross-body-2: ಓದು, ಬರಹ, ಚಿಂತನೆ ಬೆಳೆಸಿಕೊಳ್ಳಬೇಕು. ಸಾಹಿತ್ಯ ಓದುವುದರಿಂದ ವ್ಯಕ್ತಿತ್ವ ವಿಕಸನಗೊಳ್ಳುತ್ತದೆ. ಕಾಲೇಜಿನ ಪ್ರಾಂಶುಪಾಲರು ಅಧ್ಯಕ್ಷತೆ ವಹಿಸಿ ಮಾತನಾಡಿ, ವಿದ್ಯಾರ್ಥಿಗಳು ಪಠ್ಯೇತರ ಚಟುವಟಿಕೆಗಳಲ್ಲಿ ಭಾಗವಹಿಸಿ ವ್ಯಕ್ತಿತ್ವ ರೂಪಿಸಿಕೊಳ್ಳಬೇಕು ಎಂದರು. ಪ್ರಾಧ್ಯಾಪಕರು, ಸಿಬ್ಬಂದಿ ಹಾಗೂ ವಿದ್ಯಾರ್ಥಿಗಳು ಉಪಸ್ಥಿತರಿದ್ದರು. <box>276 1833 522 1898</box>
soul-day-banner: SOUL DAY <box>1108 118 1232 143</box>
row-rule <box>273 1268 1293 1269</box>
